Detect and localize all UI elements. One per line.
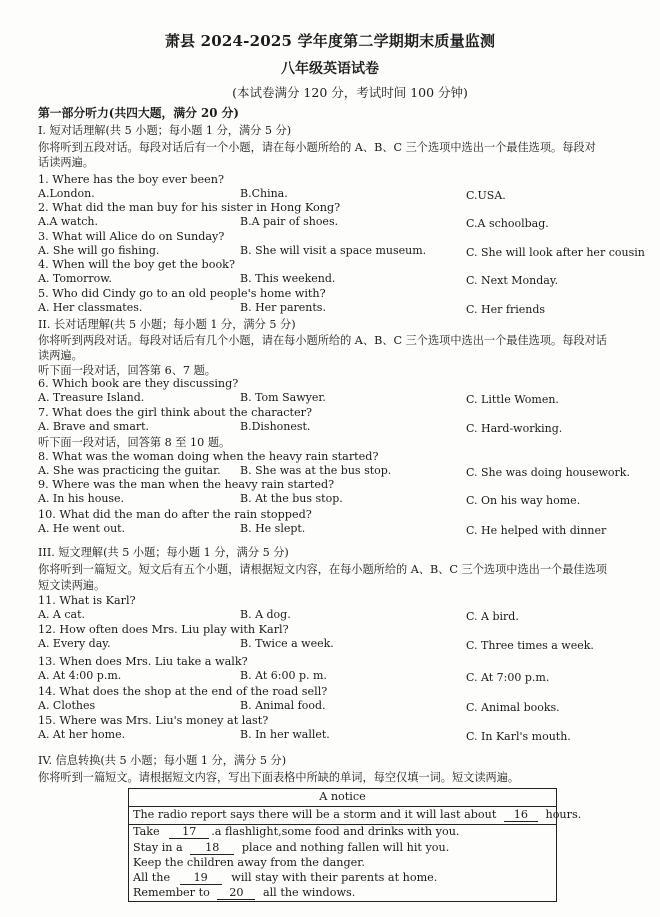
question-5-option-c[interactable]: C. Her friends — [466, 303, 546, 316]
question-2: 2. What did the man buy for his sister in Hong Kong? — [38, 201, 341, 214]
question-5-option-a[interactable]: A. Her classmates. — [38, 301, 143, 314]
question-13-option-a[interactable]: A. At 4:00 p.m. — [38, 669, 122, 682]
notice-row-4: Keep the children away from the danger. — [133, 856, 365, 869]
notice-row-5-text: All the — [133, 871, 171, 884]
notice-row-6 — [133, 886, 355, 900]
question-12: 12. How often does Mrs. Liu play with Karl? — [38, 623, 289, 636]
notice-row-5 — [133, 871, 437, 885]
question-8-option-b[interactable]: B. She was at the bus stop. — [240, 464, 392, 477]
blank-18[interactable]: 18 — [190, 841, 234, 855]
question-11-option-b[interactable]: B. A dog. — [240, 608, 291, 621]
section3-instruction: 你将听到一篇短文。短文后有五个小题，请根据短文内容，在每小题所给的 A、B、C 三个选项中选出一个最佳选项 — [38, 563, 607, 576]
notice-divider — [129, 806, 556, 807]
question-3-option-a[interactable]: A. She will go fishing. — [38, 244, 160, 257]
question-9: 9. Where was the man when the heavy rain started? — [38, 478, 335, 491]
blank-20[interactable]: 20 — [217, 886, 255, 900]
question-15-option-c[interactable]: C. In Karl's mouth. — [466, 730, 571, 743]
question-6: 6. Which book are they discussing? — [38, 377, 239, 390]
question-7-option-c[interactable]: C. Hard-working. — [466, 422, 563, 435]
notice-row-5-end: will stay with their parents at home. — [231, 871, 438, 884]
section2-instruction-cont: 读两遍。 — [38, 349, 83, 362]
section4-instruction: 你将听到一篇短文。请根据短文内容，写出下面表格中所缺的单词，每空仅填一词。短文读两遍。 — [38, 771, 520, 784]
question-8-option-a[interactable]: A. She was practicing the guitar. — [38, 464, 221, 477]
notice-row-3-text: Stay in a — [133, 841, 183, 854]
question-15: 15. Where was Mrs. Liu's money at last? — [38, 714, 269, 727]
question-4: 4. When will the boy get the book? — [38, 258, 235, 271]
notice-title: A notice — [319, 790, 366, 803]
question-10-option-c[interactable]: C. He helped with dinner — [466, 524, 607, 537]
question-15-option-b[interactable]: B. In her wallet. — [240, 728, 330, 741]
question-5-option-b[interactable]: B. Her parents. — [240, 301, 326, 314]
section3-instruction-cont: 短文读两遍。 — [38, 579, 106, 592]
section1-instruction-cont: 话读两遍。 — [38, 156, 94, 169]
question-13-option-b[interactable]: B. At 6:00 p. m. — [240, 669, 327, 682]
question-11-option-c[interactable]: C. A bird. — [466, 610, 519, 623]
section3-title: III. 短文理解(共 5 小题；每小题 1 分，满分 5 分) — [38, 546, 289, 559]
question-5: 5. Who did Cindy go to an old people's home with? — [38, 287, 326, 300]
question-2-option-b[interactable]: B.A pair of shoes. — [240, 215, 339, 228]
notice-row-1-text: The radio report says there will be a storm and it will last about — [133, 808, 497, 821]
question-4-option-c[interactable]: C. Next Monday. — [466, 274, 559, 287]
question-12-option-a[interactable]: A. Every day. — [38, 637, 111, 650]
question-4-option-b[interactable]: B. This weekend. — [240, 272, 336, 285]
notice-row-3-end: place and nothing fallen will hit you. — [241, 841, 450, 854]
part1-title: 第一部分听力(共四大题，满分 20 分) — [38, 106, 239, 120]
question-4-option-a[interactable]: A. Tomorrow. — [38, 272, 112, 285]
question-12-option-b[interactable]: B. Twice a week. — [240, 637, 334, 650]
question-1: 1. Where has the boy ever been? — [38, 173, 224, 186]
notice-row-6-end: all the windows. — [262, 886, 356, 899]
question-10: 10. What did the man do after the rain stopped? — [38, 508, 312, 521]
question-14-option-a[interactable]: A. Clothes — [38, 699, 96, 712]
exam-subtitle: 八年级英语试卷 — [281, 61, 379, 77]
question-14-option-c[interactable]: C. Animal books. — [466, 701, 560, 714]
blank-16[interactable]: 16 — [504, 808, 538, 822]
question-6-option-c[interactable]: C. Little Women. — [466, 393, 559, 406]
question-3: 3. What will Alice do on Sunday? — [38, 230, 225, 243]
notice-row-2-end: .a flashlight,some food and drinks with you. — [211, 825, 460, 838]
question-8-option-c[interactable]: C. She was doing housework. — [466, 466, 630, 479]
question-10-option-a[interactable]: A. He went out. — [38, 522, 126, 535]
section1-instruction: 你将听到五段对话。每段对话后有一个小题，请在每小题所给的 A、B、C 三个选项中选出一个最佳选项。每段对 — [38, 141, 596, 154]
question-12-option-c[interactable]: C. Three times a week. — [466, 639, 594, 652]
question-2-option-a[interactable]: A.A watch. — [38, 215, 99, 228]
question-1-option-b[interactable]: B.China. — [240, 187, 288, 200]
question-6-option-b[interactable]: B. Tom Sawyer. — [240, 391, 326, 404]
section2-instruction: 你将听到两段对话。每段对话后有几个小题，请在每小题所给的 A、B、C 三个选项中选出一个最佳选项。每段对话 — [38, 334, 607, 347]
notice-row-1 — [133, 808, 581, 822]
blank-17[interactable]: 17 — [169, 825, 209, 839]
notice-table — [128, 788, 582, 902]
notice-row-3 — [133, 841, 449, 855]
blank-19[interactable]: 19 — [180, 871, 222, 885]
question-13-option-c[interactable]: C. At 7:00 p.m. — [466, 671, 550, 684]
notice-row-2 — [133, 825, 459, 839]
section2-lead-2: 听下面一段对话，回答第 8 至 10 题。 — [38, 436, 231, 449]
section1-title: I. 短对话理解(共 5 小题；每小题 1 分，满分 5 分) — [38, 124, 292, 137]
question-6-option-a[interactable]: A. Treasure Island. — [38, 391, 145, 404]
notice-row-6-text: Remember to — [133, 886, 210, 899]
section2-lead-1: 听下面一段对话，回答第 6、7 题。 — [38, 364, 216, 377]
exam-title: 萧县 2024-2025 学年度第二学期期末质量监测 — [164, 32, 496, 50]
question-15-option-a[interactable]: A. At her home. — [38, 728, 126, 741]
question-11-option-a[interactable]: A. A cat. — [38, 608, 86, 621]
exam-note: (本试卷满分 120 分，考试时间 100 分钟) — [232, 85, 468, 100]
question-8: 8. What was the woman doing when the heavy rain started? — [38, 450, 379, 463]
question-1-option-a[interactable]: A.London. — [38, 187, 95, 200]
section4-title: IV. 信息转换(共 5 小题；每小题 1 分，满分 5 分) — [38, 754, 287, 767]
question-9-option-b[interactable]: B. At the bus stop. — [240, 492, 343, 505]
question-7-option-b[interactable]: B.Dishonest. — [240, 420, 311, 433]
question-9-option-c[interactable]: C. On his way home. — [466, 494, 581, 507]
question-7-option-a[interactable]: A. Brave and smart. — [38, 420, 150, 433]
question-9-option-a[interactable]: A. In his house. — [38, 492, 125, 505]
question-3-option-c[interactable]: C. She will look after her cousin — [466, 246, 645, 259]
notice-row-2-text: Take — [133, 825, 160, 838]
question-11: 11. What is Karl? — [38, 594, 136, 607]
question-13: 13. When does Mrs. Liu take a walk? — [38, 655, 248, 668]
question-1-option-c[interactable]: C.USA. — [466, 189, 506, 202]
notice-row-1-end: hours. — [545, 808, 582, 821]
question-14: 14. What does the shop at the end of the road sell? — [38, 685, 328, 698]
question-7: 7. What does the girl think about the character? — [38, 406, 312, 419]
question-2-option-c[interactable]: C.A schoolbag. — [466, 217, 549, 230]
question-10-option-b[interactable]: B. He slept. — [240, 522, 306, 535]
section2-title: II. 长对话理解(共 5 小题；每小题 1 分，满分 5 分) — [38, 318, 296, 331]
question-3-option-b[interactable]: B. She will visit a space museum. — [240, 244, 427, 257]
question-14-option-b[interactable]: B. Animal food. — [240, 699, 326, 712]
